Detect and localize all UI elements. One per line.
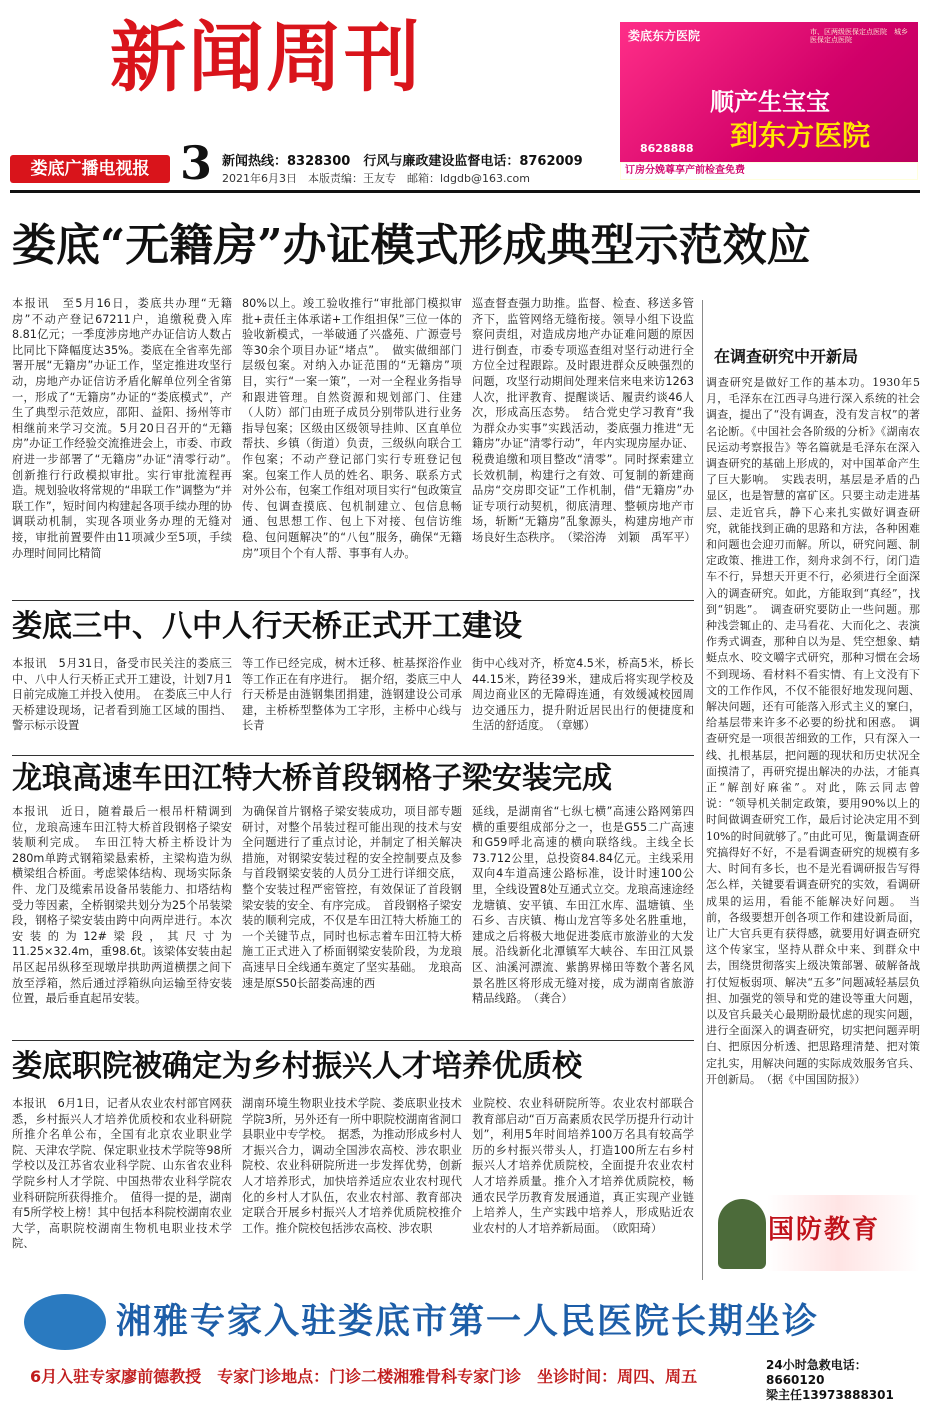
article3-col1: 本报讯 近日，随着最后一根吊杆精调到位，龙琅高速车田江特大桥首段钢格子梁安装顺利完成。 车田江特大桥主桥设计为280m单跨式钢箱梁悬索桥，主梁构造为纵横梁组合桥面。考虑梁体结构、现场实际条件、龙门及缆索吊设备吊装能力、扣塔结构受力等因素，全桥钢梁共划分为25个吊装梁段，钢格子梁安装由跨中向两岸进行。本次安装的为12#梁段，其尺寸为11.25×32.4m，重98.6t。该梁体安装由起吊区起吊纵移至现墩岸拱助两道横摆之间下放至浮箱，然后通过浮箱纵向运输至待安装位置，最后垂直起吊安装。 (12, 805, 232, 1006)
ad-slogan-1: 顺产生宝宝 (710, 87, 830, 116)
sidebar-text: 调查研究是做好工作的基本功。1930年5月，毛泽东在江西寻乌进行深入系统的社会调查，提出了“没有调查，没有发言权”的著名论断。《中国社会各阶级的分析》《湖南农民运动考察报告》等名篇就是毛泽东在深入调查研究的基础上形成的，对中国革命产生了巨大影响。 实践表明，基层是矛盾的凸显区，也是智慧的富矿区。只要主动走进基层、走近官兵，静下心来扎实做好调查研究，就能找到正确的思路和方法，各种困难和问题也会迎刃而解。所以，研究问题、制定政策、推进工作，刻舟求剑不行，闭门造车不行，异想天开更不行，必须进行全面深入的调查研究。如此，方能取到“真经”，找到“钥匙”。 调查研究要防止一些问题。那种浅尝辄止的、走马看花、大而化之、表演作秀式调查，那种自以为是、凭空想象、蜻蜓点水、咬文嚼字式研究，那种习惯在会场不到现场、看材料不看实情、有上文没有下文的工作作风，不仅不能很好地发现问题、解决问题，还有可能落入形式主义的窠臼，给基层带来许多不必要的纷扰和困惑。 调查研究是一项很苦细致的工作，只有深入一线、扎根基层，把问题的现状和历史状况全面摸清了，再研究提出解决的办法，才能真正“解剖好麻雀”。对此，陈云同志曾说：“领导机关制定政策，要用90%以上的时间做调查研究工作，最后讨论决定用不到10%的时间就够了。”由此可见，衡量调查研究搞得好不好，不是看调查研究的规模有多大、时间有多长，也不是光看调研报告写得怎么样，关键要看调查研究的实效，看调研成果的运用，看能不能解决好问题。 当前，各级要想开创各项工作和建设新局面，让广大官兵更有获得感，就要用好调查研究这个传家宝，坚持从群众中来、到群众中去，围绕贯彻落实上级决策部署、破解备战打仗短板弱项、解决“五多”问题减轻基层负担、加强党的领导和党的建设等重大问题，以及官兵最关心最期盼最忧虑的现实问题，进行全面深入的调查研究，切实把问题弄明白、把原因分析透、把思路理清楚、把对策定扎实，用解决问题的实际成效服务官兵、开创新局。 （据《中国国防报》） (706, 376, 920, 1086)
article4-col1: 本报讯 6月1日，记者从农业农村部官网获悉，乡村振兴人才培养优质校和农业科研院所推介名单公布，全国有北京农业职业学院、天津农学院、保定职业技术学院等98所学校以及江苏省农业科学院、山东省农业科学院乡村人才学院、中国热带农业科学院农业科研院所获得推介。 值得一提的是，湖南有5所学校上榜！其中包括本科院校湖南农业大学，高职院校湖南生物机电职业技术学院、 (12, 1097, 232, 1251)
article4-col3: 业院校、农业科研院所等。农业农村部联合教育部启动“百万高素质农民学历提升行动计划”，利用5年时间培养100万名具有较高学历的乡村振兴带头人，打造100所左右乡村振兴人才培养优质院校，全面提升农业农村人才培养质量。推介入才培养优质院校，畅通农民学历教育发展通道，真正实现产业链上培养人，生产实践中培养人，形成贴近农业农村的人才培养新局面。 （欧阳琦） (472, 1097, 694, 1235)
ad-slogan-2: 到东方医院 (730, 119, 871, 152)
article3-col2: 为确保首片钢格子梁安装成功，项目部专题研讨，对整个吊装过程可能出现的技术与安全问题进行了重点讨论，并制定了相关解决措施，对钢梁安装过程的安全控制要点及参与首段钢梁安装的人员分工进行详细交底，整个安装过程严密管控，有效保证了首段钢梁安装的安全、有序完成。 首段钢格子梁安装的顺利完成，不仅是车田江特大桥施工的一个关键节点，同时也标志着车田江特大桥施工正式进入了桥面钢梁安装阶段，为龙琅高速早日全线通车奠定了坚实基础。 龙琅高速是原S50长韶娄高速的西 (242, 805, 462, 990)
hospital-logo (24, 1294, 106, 1350)
bottom-hospital-ad (10, 1290, 920, 1402)
article1-col2: 80%以上。竣工验收推行“审批部门模拟审批+责任主体承诺+工作组担保”三位一体的验收新模式，一举破通了兴盛苑、广源壹号等30余个项目办证“堵点”。 做实做细部门层级包案。对纳入办证范围的“无籍房”项目，实行“一案一策”，一对一全程业务指导和跟进管理。自然资源和规划部门、住建（人防）部门由班子成员分别带队进行业务指导包案；区级由区级领导挂帅、区直单位帮扶、乡镇（街道）负责，三级纵向联合工作包案；不动产登记部门实行专班登记包案。包案工作人员的姓名、职务、联系方式对外公布，包案工作组对项目实行“包政策宣传、包调查摸底、包机制建立、包信息畅通、包思想工作、包上下对接、包信访维稳、包问题解决”的“八包”服务，确保“无籍房”项目个个有人帮、事事有人办。 (242, 297, 462, 560)
ad-tel: 8628888 (640, 142, 694, 155)
divider (12, 1040, 694, 1041)
hotline: 新闻热线：8328300 行风与廉政建设监督电话：8762009 (222, 154, 583, 169)
article2-col1: 本报讯 5月31日，备受市民关注的娄底三中、八中人行天桥正式开工建设，计划7月1日前完成施工并投入使用。 在娄底三中人行天桥建设现场，记者看到施工区域的围挡、警示标示设置 (12, 657, 232, 733)
defense-education-ad (716, 1195, 920, 1271)
ad-hospital-name: 娄底东方医院 (628, 29, 701, 43)
sidebar (706, 340, 920, 1205)
ad-footer: 订房分娩尊享产前检查免费 (620, 162, 918, 180)
article1-headline: 娄底“无籍房”办证模式形成典型示范效应 (12, 220, 811, 271)
article4-headline: 娄底职院被确定为乡村振兴人才培养优质校 (12, 1049, 582, 1084)
article2-headline: 娄底三中、八中人行天桥正式开工建设 (12, 609, 522, 644)
article2-col3: 街中心线对齐，桥宽4.5米，桥高5米，桥长44.15米，跨径39米，建成后将实现学校及周边商业区的无障碍连通，有效缓减校园周边交通压力，提升附近居民出行的便捷度和生活的舒适度。 （章娜） (472, 657, 694, 733)
article1-col1: 本报讯 至5月16日，娄底共办理“无籍房”不动产登记67211户，追缴税费入库8.81亿元；一季度涉房地产办证信访人数占比同比下降幅度达35%。娄底在全省率先部署开展“无籍房”办证工作，坚定推进攻坚行动，房地产办证信访矛盾化解单位列全省第一，形成了“无籍房”办证的“娄底模式”，产生了典型示范效应，邵阳、益阳、扬州等市相继前来学习交流。5月20日召开的“无籍房”办证工作经验交流推进会上，市委、市政府进一步部署了“无籍房”办证“清零行动”。 创新推行行政模拟审批。实行审批流程再造。规划验收将常规的“串联工作”调整为“并联工作”，短时间内构建起各项手续办理的协调联动机制，实现各项业务办理的无缝对接，审批前置要件由11项减少至5项，手续办理时间同比精简 (12, 297, 244, 560)
ad-sub: 市、区两级医保定点医院 城乡医保定点医院 (810, 28, 908, 45)
article1-col3: 巡查督查强力助推。监督、检查、移送多管齐下，监管网络无缝衔接。领导小组下设监察问责组，对造成房地产办证难问题的原因进行倒查，市委专项巡查组对坚行动进行全方位全过程跟踪。及时跟进群众反映强烈的问题，攻坚行动期间处理来信来电来访1263人次，批评教育、提醒谈话、履责约谈46人次，形成高压态势。 结合党史学习教育“我为群众办实事”实践活动，娄底强力推进“无籍房”办证“清零行动”，年内实现房屋办证、税费追缴和项目整改“清零”。同时探索建立长效机制，构建行之有效、可复制的新建商品房“交房即交证”工作机制，借“无籍房”办证专项行动契机，彻底清理、整顿房地产市场，斩断“无籍房”乱象源头，构建房地产市场良好生态秩序。 （梁浴涛 刘颖 禹军平） (472, 297, 696, 544)
director-tel: 梁主任13973888301 (766, 1388, 894, 1402)
divider (12, 755, 694, 756)
page-number: 3 (180, 136, 213, 190)
hospital-ad (620, 22, 918, 180)
soldier-image (718, 1199, 766, 1269)
divider (12, 600, 694, 601)
article2-col2: 等工作已经完成，树木迁移、桩基探浴作业等工作正在有序进行。 据介绍，娄底三中人行天桥是由涟钢集团捐建，涟钢建设公司承建，主桥桥型整体为工字形，主桥中心线与长青 (242, 657, 462, 733)
bottom-ad-tel (766, 1358, 920, 1403)
sidebar-headline: 在调查研究中开新局 (714, 347, 859, 366)
article3-col3: 延线，是湖南省“七纵七横”高速公路网第四横的重要组成部分之一，也是G55二广高速和G59呼北高速的横向联络线。主线全长73.712公里，总投资84.84亿元。主线采用双向4车道高速公路标准，设计时速100公里，全线设置8处互通式立交。龙琅高速途经龙塘镇、安平镇、车田江水库、温塘镇、坐石乡、吉庆镇、梅山龙宫等多处名胜重地，建成之后将极大地促进娄底市旅游业的大发展。沿线新化北潭镇军大峡谷、车田江风景区、油溪河漂流、紫鹊界梯田等数个著名风景名胜区将形成无缝对接，成为湖南省旅游精品线路。 （龚合） (472, 805, 694, 1006)
edition-info: 2021年6月3日 本版责编：王友专 邮箱：ldgdb@163.com (222, 172, 530, 185)
bottom-ad-title: 湘雅专家入驻娄底市第一人民医院长期坐诊 (116, 1301, 820, 1342)
bottom-ad-info: 6月入驻专家廖前德教授 专家门诊地点：门诊二楼湘雅骨科专家门诊 坐诊时间：周四、周五 (30, 1367, 698, 1386)
emergency-tel: 24小时急救电话：8660120 (766, 1358, 867, 1387)
masthead-rule (10, 190, 920, 193)
masthead-title: 新闻周刊 (110, 13, 422, 102)
bottom-ad-footer (10, 1358, 920, 1402)
article4-col2: 湖南环境生物职业技术学院、娄底职业技术学院3所，另外还有一所中职院校湖南省洞口县职业中专学校。 据悉，为推动形成乡村人才振兴合力，调动全国涉农高校、涉农职业院校、农业科研院所进一步发挥优势，创新人才培养形式，加快培养适应农业农村现代化的乡村人才队伍，农业农村部、教育部决定联合开展乡村振兴人才培养优质院校推介工作。推介院校包括涉农高校、涉农职 (242, 1097, 462, 1235)
article3-headline: 龙琅高速车田江特大桥首段钢格子梁安装完成 (12, 761, 612, 796)
column-divider (702, 300, 703, 1280)
paper-name: 娄底广播电视报 (10, 155, 170, 183)
defense-title: 国防教育 (768, 1215, 881, 1245)
